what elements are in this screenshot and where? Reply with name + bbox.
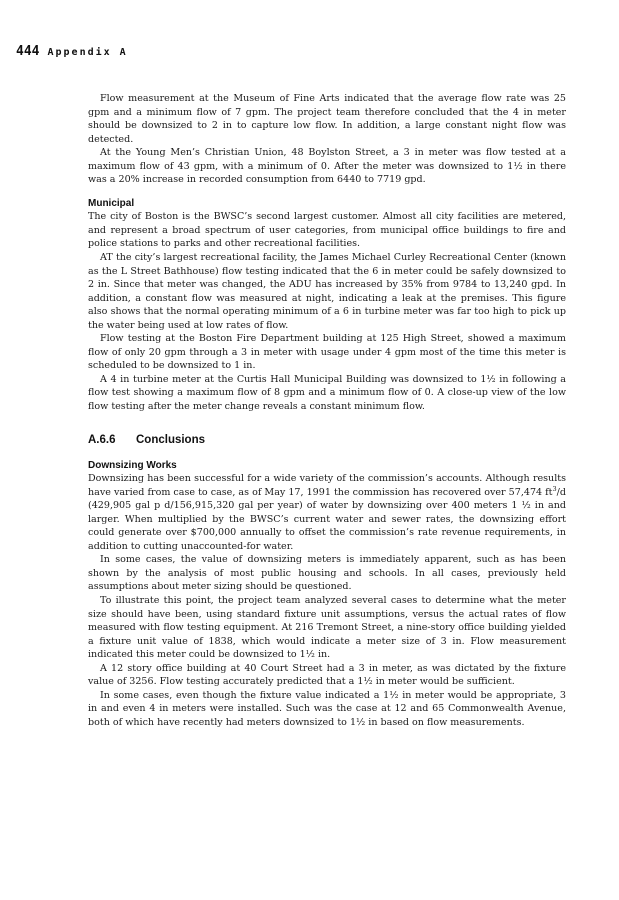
section-number: A.6.6 — [88, 433, 116, 446]
paragraph-text: Downsizing has been successful for a wide variety of the commission’s accounts. Although results have varied from case to case, as of May 17, 1991 the commission has recovered over 57,474 ft — [88, 473, 566, 498]
running-header — [16, 44, 128, 59]
section-title: Conclusions — [136, 433, 206, 446]
subheading-downsizing-works: Downsizing Works — [88, 459, 177, 471]
subheading-municipal: Municipal — [88, 197, 135, 209]
paragraph — [88, 472, 566, 553]
section-heading-conclusions — [88, 433, 566, 447]
page-number: 444 — [16, 44, 40, 59]
paragraph: Flow testing at the Boston Fire Department building at 125 High Street, showed a maximum flow of only 20 gpm through a 3 in meter with usage under 4 gpm most of the time this meter is scheduled to be downsized to 1 in. — [88, 333, 566, 372]
superscript: 3 — [552, 484, 557, 493]
paragraph: Flow measurement at the Museum of Fine Arts indicated that the average flow rate was 25 gpm and a minimum flow of 7 gpm. The project team therefore concluded that the 4 in meter should be downsized to 2 in to capture low flow. In addition, a large constant night flow was detected. — [88, 93, 566, 145]
paragraph: At the Young Men’s Christian Union, 48 Boylston Street, a 3 in meter was flow tested at a maximum flow of 43 gpm, with a minimum of 0. After the meter was downsized to 1½ in there was a 20% increase in recorded consumption from 6440 to 7719 gpd. — [88, 147, 566, 186]
paragraph: The city of Boston is the BWSC’s second largest customer. Almost all city facilities are metered, and represent a broad spectrum of user categories, from municipal office buildings to fire and police stations to parks and other recreational facilities. — [88, 211, 566, 250]
paragraph: A 4 in turbine meter at the Curtis Hall Municipal Building was downsized to 1½ in following a flow test showing a maximum flow of 8 gpm and a minimum flow of 0. A close-up view of the low flow testing after the meter change reveals a constant minimum flow. — [88, 373, 566, 412]
running-section-label: Appendix A — [47, 47, 128, 58]
paragraph: In some cases, even though the fixture value indicated a 1½ in meter would be appropriate, 3 in and even 4 in meters were installed. Such was the case at 12 and 65 Commonwealth Avenue, both of which have recently had meters downsized to 1½ in based on flow measurements. — [88, 689, 566, 728]
paragraph: A 12 story office building at 40 Court Street had a 3 in meter, as was dictated by the fixture value of 3256. Flow testing accurately predicted that a 1½ in meter would be sufficient. — [88, 662, 566, 688]
paragraph: AT the city’s largest recreational facility, the James Michael Curley Recreational Center (known as the L Street Bathhouse) flow testing indicated that the 6 in meter could be safely downsized to 2 in. Since that meter was changed, the ADU has increased by 35% from 9784 to 13,240 gpd. In addition, a constant flow was measured at night, indicating a leak at the premises. This figure also shows that the normal operating minimum of a 6 in turbine meter was far too high to pick up the water being used at low rates of flow. — [88, 251, 566, 331]
paragraph-text: /d (429,905 gal p d/156,915,320 gal per year) of water by downsizing over 400 meters 1 ½ in and larger. When multiplied by the BWSC’s current water and sewer rates, the downsizing effort could generate over $700,000 annually to offset the commission’s rate revenue requirements, in addition to cutting unaccounted-for water. — [88, 486, 566, 552]
paragraph: To illustrate this point, the project team analyzed several cases to determine what the meter size should have been, using standard fixture unit assumptions, versus the actual rates of flow measured with flow testing equipment. At 216 Tremont Street, a nine-story office building yielded a fixture unit value of 1838, which would indicate a meter size of 3 in. Flow measurement indicated this meter could be downsized to 1½ in. — [88, 594, 566, 661]
body-text — [88, 92, 566, 729]
paragraph: In some cases, the value of downsizing meters is immediately apparent, such as has been shown by the analysis of most public housing and schools. In all cases, previously held assumptions about meter sizing should be questioned. — [88, 554, 566, 593]
